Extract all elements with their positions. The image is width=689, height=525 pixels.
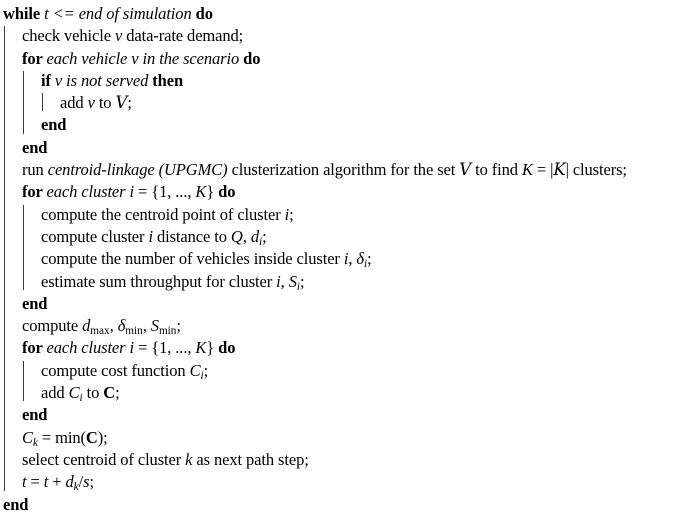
text-segment: clusterization algorithm for the set [227, 160, 460, 180]
text-segment: δ [356, 249, 364, 269]
text-segment: } [206, 182, 215, 202]
text-segment: v is not served [54, 70, 149, 90]
algorithm-line [0, 226, 689, 248]
text-segment: min [125, 325, 143, 338]
text-segment: ; [176, 316, 181, 336]
text-segment: ; [89, 472, 94, 492]
text-segment: min [158, 325, 177, 338]
text-segment: do [214, 338, 236, 358]
algorithm-line [0, 494, 689, 516]
text-segment: = {1, ..., [134, 182, 196, 202]
algorithm-line [0, 337, 689, 359]
text-segment: as next path step; [192, 449, 309, 469]
text-segment: δ [117, 316, 126, 336]
text-segment: , [109, 316, 118, 336]
text-segment: compute the centroid point of cluster [41, 204, 285, 224]
text-segment: C [189, 360, 201, 380]
text-segment: K [521, 160, 533, 180]
text-segment: check vehicle [22, 26, 115, 46]
text-segment: for [22, 182, 47, 202]
text-segment: add [41, 383, 69, 403]
text-segment: end [22, 293, 48, 313]
text-segment: K [195, 338, 207, 358]
text-segment: estimate sum throughput for cluster [41, 271, 277, 291]
algorithm-line [0, 248, 689, 270]
text-segment: ); [97, 427, 108, 447]
text-segment: ; [262, 226, 267, 246]
text-segment: compute [22, 316, 83, 336]
text-segment: C [22, 427, 33, 447]
text-segment: select centroid of cluster [22, 449, 186, 469]
text-segment: , [280, 271, 289, 291]
text-segment: i [296, 280, 300, 293]
block-scope-rule [4, 26, 5, 490]
text-segment: do [239, 48, 261, 68]
algorithm-line [0, 25, 689, 47]
text-segment: each cluster i [46, 338, 134, 358]
block-scope-rule [23, 361, 24, 402]
algorithm-line [0, 48, 689, 70]
text-segment: then [148, 70, 184, 90]
algorithm-line [0, 382, 689, 404]
text-segment: / [78, 472, 84, 492]
text-segment: each cluster i [46, 182, 134, 202]
text-segment: i [276, 271, 281, 291]
text-segment: = | [532, 160, 554, 180]
text-segment: d [250, 226, 259, 246]
text-segment: i [284, 204, 290, 224]
text-segment: end [22, 137, 48, 157]
text-segment: compute cost function [41, 360, 190, 380]
block-scope-rule [42, 93, 43, 111]
text-segment: for [22, 338, 47, 358]
text-segment: t [43, 472, 49, 492]
text-segment: , [348, 249, 357, 269]
text-segment: end [3, 494, 29, 514]
text-segment: S [150, 316, 159, 336]
text-segment: data-rate demand; [122, 26, 244, 46]
text-segment: end [41, 115, 67, 135]
algorithm-line [0, 293, 689, 315]
text-segment: ; [203, 360, 209, 380]
text-segment: d [65, 472, 74, 492]
text-segment: i [79, 392, 83, 405]
text-segment: centroid-linkage (UPGMC) [47, 160, 228, 180]
text-segment: C [103, 383, 116, 403]
text-segment: s [83, 472, 90, 492]
text-segment: , [242, 226, 251, 246]
text-segment: do [214, 182, 236, 202]
algorithm-line [0, 449, 689, 471]
text-segment: to find [471, 160, 522, 180]
algorithm-line [0, 70, 689, 92]
text-segment: | clusters; [565, 160, 627, 180]
text-segment: distance to [152, 226, 231, 246]
algorithm-line [0, 404, 689, 426]
text-segment: add [60, 93, 88, 113]
text-segment: if [41, 70, 55, 90]
algorithm-line [0, 137, 689, 159]
text-segment: = min( [37, 427, 86, 447]
text-segment: for [22, 48, 47, 68]
text-segment: compute cluster [41, 226, 149, 246]
text-segment: + [48, 472, 66, 492]
text-segment: to [82, 383, 104, 403]
text-segment: } [206, 338, 215, 358]
text-segment: S [288, 271, 297, 291]
algorithm-line [0, 427, 689, 449]
text-segment: K [553, 160, 566, 180]
text-segment: run [22, 160, 48, 180]
text-segment: compute the number of vehicles inside cluster [41, 249, 344, 269]
algorithm-line [0, 159, 689, 181]
algorithm-line [0, 114, 689, 136]
text-segment: v [114, 26, 123, 46]
text-segment: ; [115, 383, 120, 403]
algorithm-line [0, 92, 689, 114]
text-segment: V [459, 160, 472, 180]
text-segment: while [3, 4, 45, 23]
algorithm-line [0, 3, 689, 25]
text-segment: ; [289, 204, 294, 224]
text-segment: i [343, 249, 349, 269]
text-segment: i [363, 258, 368, 271]
algorithm-line [0, 271, 689, 293]
text-segment: max [90, 325, 110, 338]
text-segment: end [22, 405, 48, 425]
text-segment: = {1, ..., [134, 338, 196, 358]
text-segment: ; [299, 271, 305, 291]
algorithm-line [0, 315, 689, 337]
block-scope-rule [23, 71, 24, 134]
text-segment: , [142, 316, 151, 336]
text-segment: k [73, 481, 79, 494]
text-segment: ; [367, 249, 372, 269]
text-segment: i [258, 236, 263, 249]
text-segment: C [68, 383, 80, 403]
text-segment: v [87, 93, 95, 113]
text-segment: d [82, 316, 91, 336]
text-segment: K [195, 182, 207, 202]
text-segment: i [148, 226, 153, 246]
block-scope-rule [23, 205, 24, 290]
text-segment: ; [127, 93, 132, 113]
text-segment: C [85, 427, 98, 447]
text-segment: = [26, 472, 44, 492]
text-segment: each vehicle v in the scenario [46, 48, 240, 68]
algorithm-line [0, 471, 689, 493]
text-segment: k [185, 449, 193, 469]
text-segment: V [115, 93, 128, 113]
text-segment: to [94, 93, 116, 113]
algorithm-line [0, 181, 689, 203]
algorithm-line [0, 360, 689, 382]
text-segment: Q [230, 226, 243, 246]
text-segment: k [32, 436, 38, 449]
algorithm-line [0, 204, 689, 226]
text-segment: do [191, 4, 213, 23]
text-segment: t <= end of simulation [44, 4, 192, 23]
text-segment: i [200, 369, 204, 382]
text-segment: t [22, 472, 27, 492]
